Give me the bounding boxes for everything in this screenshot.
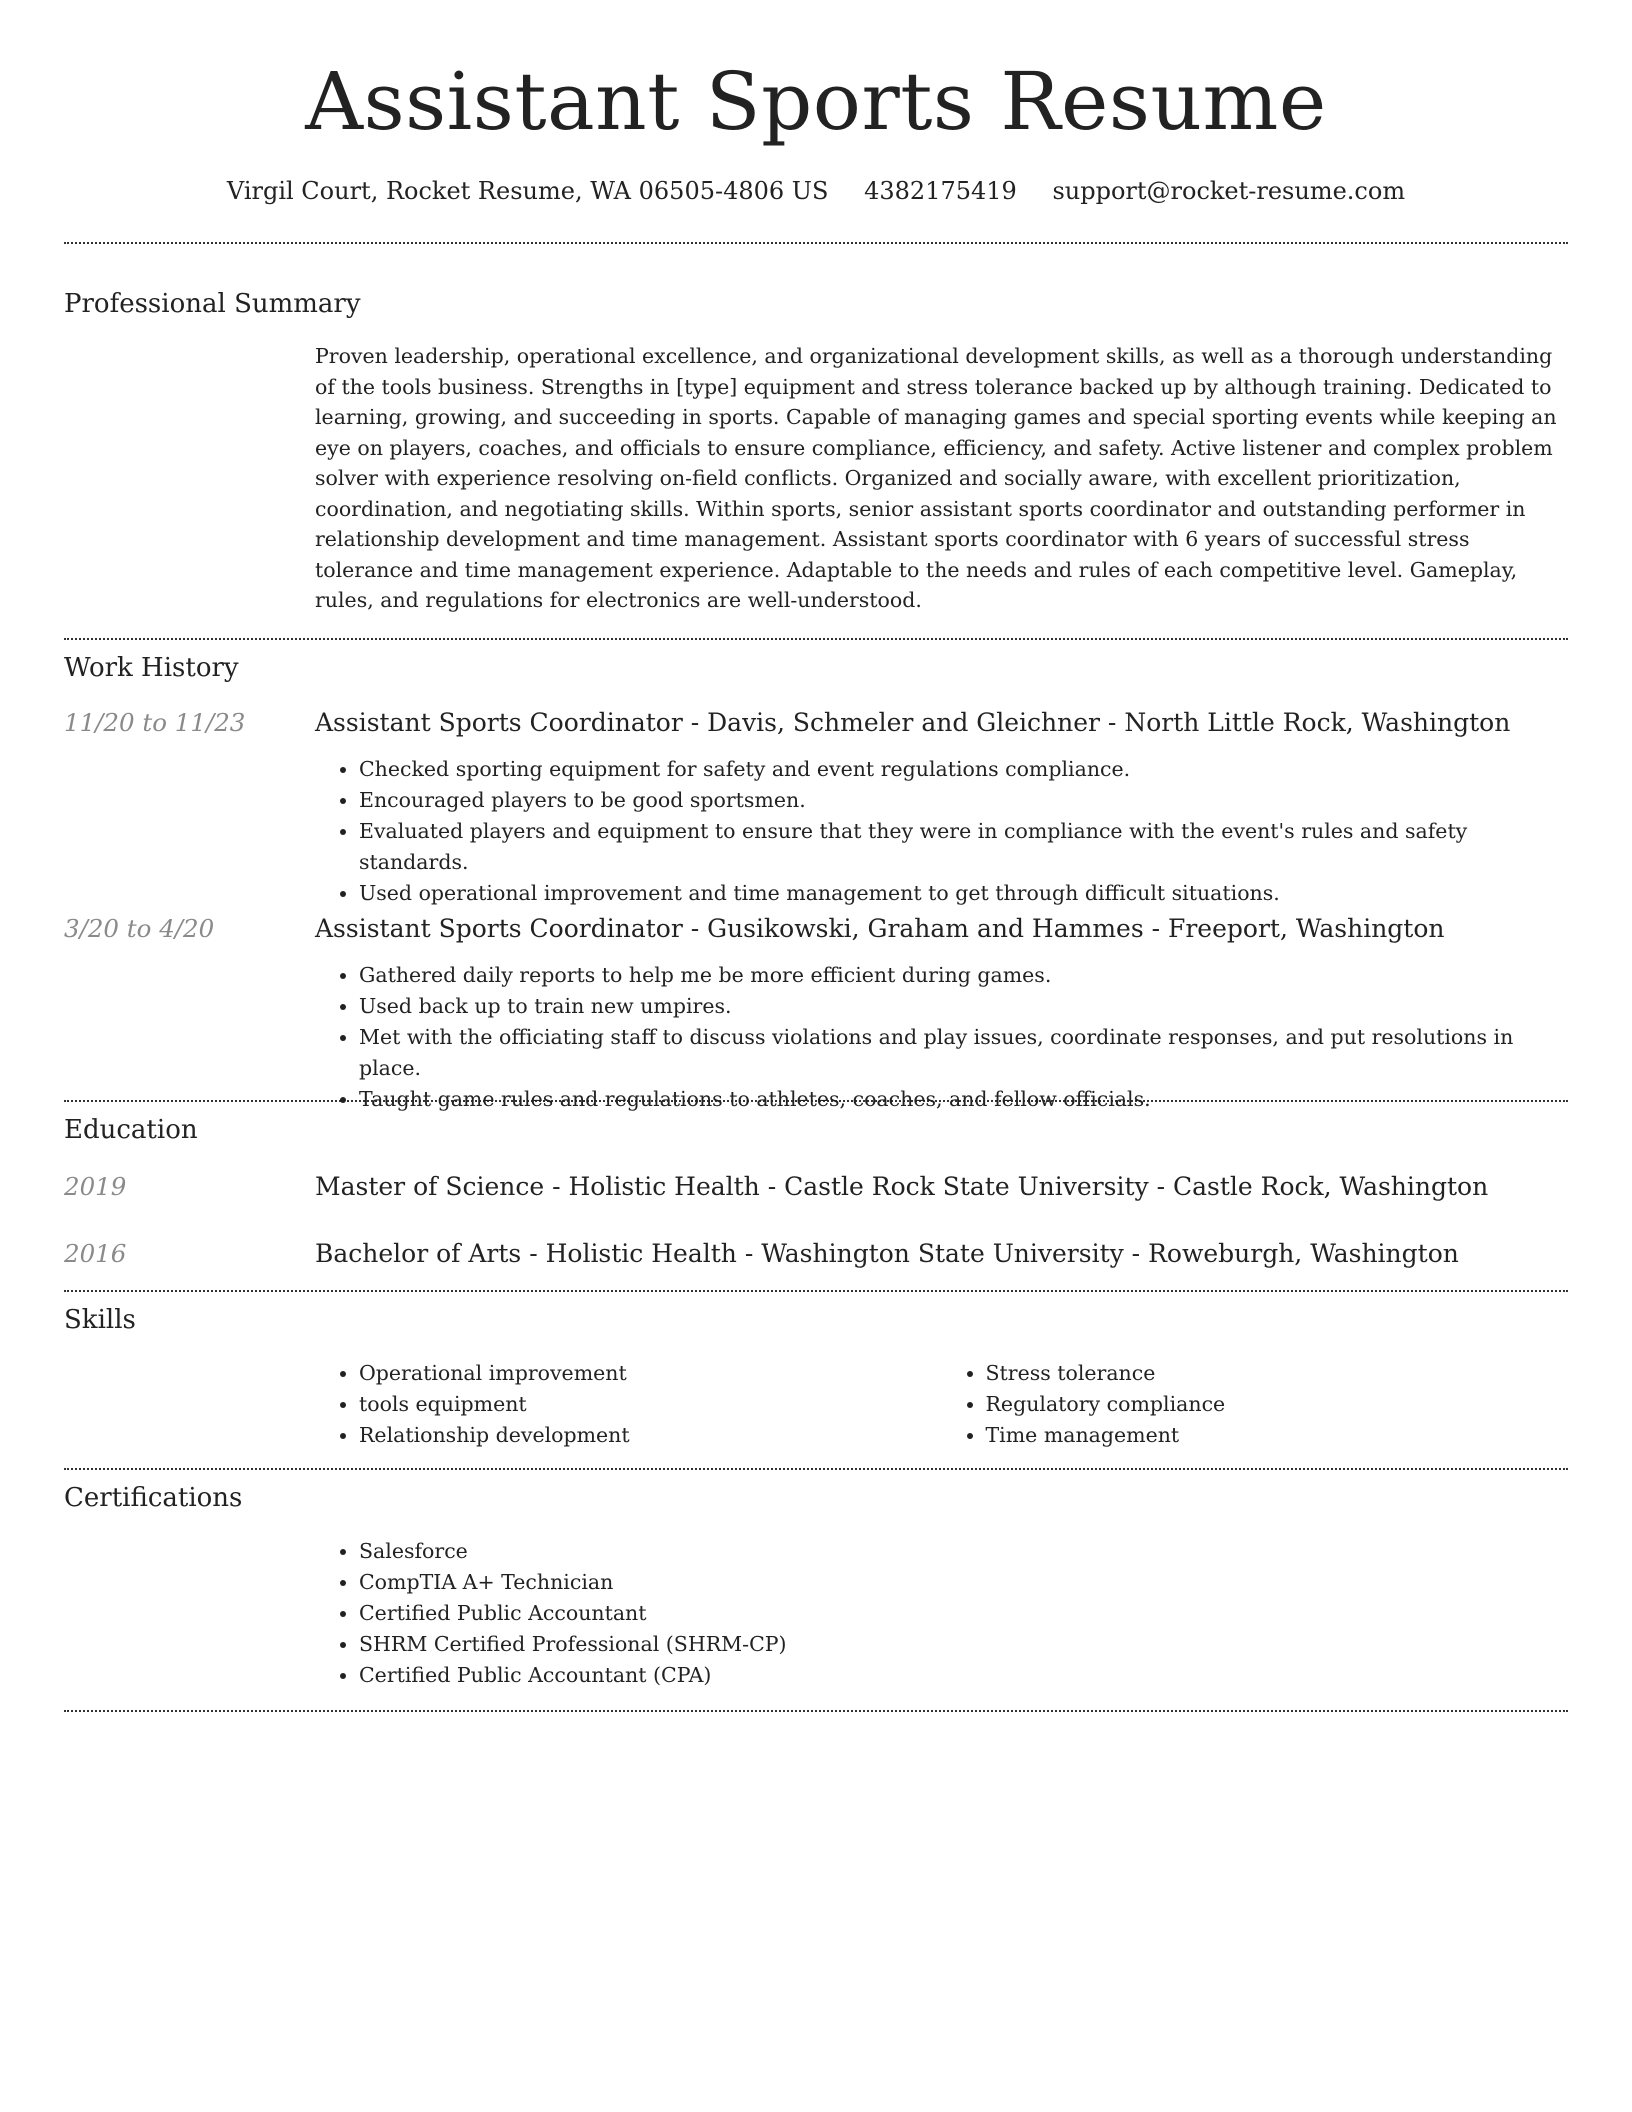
education-year: 2016 bbox=[64, 1239, 127, 1268]
list-item: • CompTIA A+ Technician bbox=[359, 1567, 1568, 1598]
contact-phone: 4382175419 bbox=[864, 177, 1017, 205]
education-degree: Bachelor of Arts - Holistic Health - Washington State University - Roweburgh, Washington bbox=[315, 1239, 1459, 1268]
job-title: Assistant Sports Coordinator - Gusikowski, Graham and Hammes - Freeport, Washington bbox=[315, 914, 1445, 943]
list-item: • Time management bbox=[986, 1420, 1569, 1451]
job-bullets bbox=[315, 754, 1568, 909]
resume-name: Assistant Sports Resume bbox=[305, 55, 1327, 148]
list-item: • SHRM Certified Professional (SHRM-CP) bbox=[359, 1629, 1568, 1660]
job-entry bbox=[64, 912, 1568, 1115]
list-item: • tools equipment bbox=[359, 1389, 942, 1420]
contact-line bbox=[64, 174, 1568, 208]
list-item: • Used operational improvement and time management to get through difficult situations. bbox=[359, 878, 1568, 909]
list-item: • Regulatory compliance bbox=[986, 1389, 1569, 1420]
contact-email: support@rocket-resume.com bbox=[1052, 177, 1406, 205]
list-item: • Taught game rules and regulations to athletes, coaches, and fellow officials. bbox=[359, 1084, 1568, 1115]
resume-page bbox=[64, 0, 1568, 1712]
education-entry bbox=[64, 1170, 1568, 1204]
certifications-list bbox=[315, 1536, 1568, 1691]
list-item: • Operational improvement bbox=[359, 1358, 942, 1389]
education-degree: Master of Science - Holistic Health - Castle Rock State University - Castle Rock, Washington bbox=[315, 1172, 1489, 1201]
skills-section bbox=[64, 1292, 1568, 1468]
summary-text: Proven leadership, operational excellence, and organizational development skills, as well as a thorough understanding of the tools business. Strengths in [type] equipment and stress tolerance backed up by although training. Dedicated to learning, growing, and succeeding in sports. Capable of managing games and special sporting events while keeping an eye on players, coaches, and officials to ensure compliance, efficiency, and safety. Active listener and complex problem solver with experience resolving on-field conflicts. Organized and socially aware, with excellent prioritization, coordination, and negotiating skills. Within sports, senior assistant sports coordinator and outstanding performer in relationship development and time management. Assistant sports coordinator with 6 years of successful stress tolerance and time management experience. Adaptable to the needs and rules of each competitive level. Gameplay, rules, and regulations for electronics are well-understood. bbox=[315, 344, 1557, 612]
list-item: • Gathered daily reports to help me be more efficient during games. bbox=[359, 960, 1568, 991]
skills-title: Skills bbox=[64, 1305, 136, 1335]
list-item: • Relationship development bbox=[359, 1420, 942, 1451]
skills-column-left bbox=[315, 1358, 942, 1451]
certifications-bullets bbox=[315, 1536, 1568, 1691]
summary-section bbox=[64, 244, 1568, 638]
job-dates: 3/20 to 4/20 bbox=[64, 914, 215, 943]
job-dates: 11/20 to 11/23 bbox=[64, 708, 246, 737]
education-entry bbox=[64, 1237, 1568, 1271]
list-item: • Encouraged players to be good sportsmen. bbox=[359, 785, 1568, 816]
skills-list bbox=[315, 1358, 1568, 1451]
list-item: • Checked sporting equipment for safety and event regulations compliance. bbox=[359, 754, 1568, 785]
education-year: 2019 bbox=[64, 1172, 127, 1201]
job-entry bbox=[64, 706, 1568, 909]
list-item: • Evaluated players and equipment to ensure that they were in compliance with the event's rules and safety standards. bbox=[359, 816, 1568, 878]
contact-address: Virgil Court, Rocket Resume, WA 06505-4806 US bbox=[226, 177, 829, 205]
list-item: • Certified Public Accountant (CPA) bbox=[359, 1660, 1568, 1691]
work-title: Work History bbox=[64, 653, 239, 683]
list-item: • Stress tolerance bbox=[986, 1358, 1569, 1389]
certifications-title: Certifications bbox=[64, 1483, 243, 1513]
list-item: • Met with the officiating staff to discuss violations and play issues, coordinate responses, and put resolutions in place. bbox=[359, 1022, 1568, 1084]
list-item: • Salesforce bbox=[359, 1536, 1568, 1567]
job-title: Assistant Sports Coordinator - Davis, Schmeler and Gleichner - North Little Rock, Washington bbox=[315, 708, 1511, 737]
certifications-section bbox=[64, 1470, 1568, 1710]
education-section bbox=[64, 1102, 1568, 1290]
job-bullets bbox=[315, 960, 1568, 1115]
skills-column-right bbox=[942, 1358, 1569, 1451]
education-title: Education bbox=[64, 1115, 198, 1145]
divider bbox=[64, 1710, 1568, 1712]
summary-title: Professional Summary bbox=[64, 289, 361, 319]
list-item: • Certified Public Accountant bbox=[359, 1598, 1568, 1629]
work-section bbox=[64, 640, 1568, 1111]
list-item: • Used back up to train new umpires. bbox=[359, 991, 1568, 1022]
